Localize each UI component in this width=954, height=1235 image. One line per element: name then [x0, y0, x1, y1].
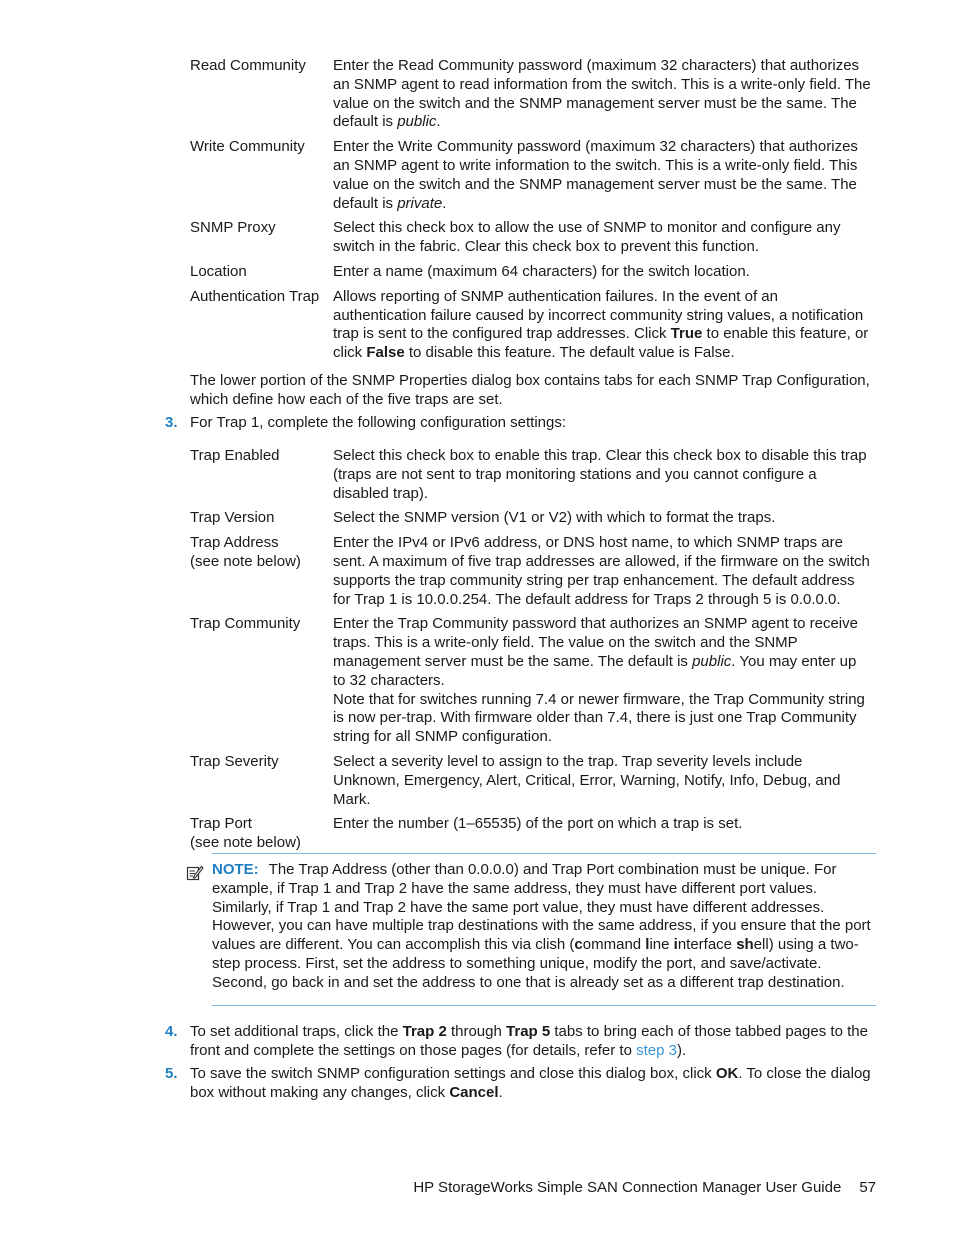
step-3-link[interactable]: step 3 [636, 1041, 677, 1059]
term: Trap Address (see note below) [190, 534, 301, 570]
term: Write Community [190, 138, 305, 156]
def-row-trap-community [190, 615, 880, 747]
term: Trap Severity [190, 752, 279, 770]
term: SNMP Proxy [190, 219, 276, 237]
definition: Select a severity level to assign to the trap. Trap severity levels include Unknown, Emergency, Alert, Critical, Error, Warning, Notify, Info, Debug, and Mark. [333, 752, 841, 808]
definition: Enter the Read Community password (maximum 32 characters) that authorizes an SNMP agent to read information from the switch. This is a write-only field. The value on the switch and the SNMP management server must be the same. The default is public. [333, 57, 871, 131]
definition: Select this check box to allow the use of SNMP to monitor and configure any switch in the fabric. Clear this check box to prevent this function. [333, 219, 841, 256]
def-row-trap-port [190, 815, 880, 853]
def-row-read-community [190, 57, 880, 132]
term: Trap Enabled [190, 447, 280, 464]
step-number: 5. [165, 1065, 178, 1082]
def-row-trap-address [190, 534, 880, 609]
definition: Select the SNMP version (V1 or V2) with which to format the traps. [333, 509, 776, 527]
snmp-properties-list [190, 57, 880, 369]
definition: Enter the Trap Community password that authorizes an SNMP agent to receive traps. This is a write-only field. The value on the switch and the SNMP management server must be the same. The default is public. You may enter up to 32 characters. Note that for switches running 7.4 or newer firmware, the Trap Community string is now per-trap. With firmware older than 7.4, there is just one Trap Community string for all SNMP configuration. [333, 615, 865, 746]
note-text: The Trap Address (other than 0.0.0.0) and Trap Port combination must be unique. For example, if Trap 1 and Trap 2 have the same address, they must have different port values. Similarly, if Trap 1 and Trap 2 have the same port value, they must have different addresses. However, you can have multiple trap destinations with the same address, if you ensure that the port values are different. You can accomplish this via clish (command line interface shell) using a two-step process. First, set the address to something unique, modify the port, and save/activate. Second, go back in and set the address to one that is already set as a different trap destination. [212, 861, 871, 991]
step-3 [165, 414, 880, 433]
definition: Enter the IPv4 or IPv6 address, or DNS host name, to which SNMP traps are sent. A maximum of five trap addresses are allowed, if the firmware on the switch supports the trap community string per trap enhancement. The default address for Trap 1 is 10.0.0.254. The default address for Traps 2 through 5 is 0.0.0.0. [333, 534, 870, 608]
def-row-write-community [190, 138, 880, 213]
lower-portion-paragraph: The lower portion of the SNMP Properties dialog box contains tabs for each SNMP Trap Configuration, which define how each of the five traps are set. [190, 372, 870, 408]
term: Authentication Trap [190, 287, 320, 305]
page-number: 57 [859, 1179, 876, 1196]
def-row-trap-version [190, 509, 880, 528]
step-text: To save the switch SNMP configuration settings and close this dialog box, click OK. To close the dialog box without making any changes, click Cancel. [190, 1065, 871, 1101]
step-number: 3. [165, 414, 178, 431]
term: Trap Community [190, 615, 301, 633]
term: Trap Port (see note below) [190, 815, 301, 852]
term: Read Community [190, 57, 306, 74]
step-4 [165, 1023, 880, 1061]
step-text: For Trap 1, complete the following configuration settings: [190, 414, 567, 431]
trap-settings-list [190, 447, 880, 859]
definition: Enter a name (maximum 64 characters) for the switch location. [333, 262, 750, 280]
def-row-location [190, 263, 880, 282]
step-5 [165, 1065, 880, 1103]
term: Location [190, 262, 247, 280]
def-row-trap-enabled [190, 447, 880, 503]
step-number: 4. [165, 1023, 178, 1040]
note-label: NOTE: [212, 861, 259, 878]
term: Trap Version [190, 509, 275, 527]
definition: Enter the Write Community password (maximum 32 characters) that authorizes an SNMP agent to write information to the switch. This is a write-only field. This value on the switch and the SNMP management server must be the same. The default is private. [333, 138, 858, 212]
def-row-trap-severity [190, 753, 880, 809]
definition: Select this check box to enable this trap. Clear this check box to disable this trap (traps are not sent to trap monitoring stations and you cannot configure a disabled trap). [333, 447, 867, 502]
note-icon [186, 864, 204, 882]
def-row-snmp-proxy [190, 219, 880, 257]
step-text: To set additional traps, click the Trap 2 through Trap 5 tabs to bring each of those tabbed pages to the front and complete the settings on those pages (for details, refer to step 3). [190, 1023, 868, 1059]
def-row-authentication-trap [190, 288, 880, 363]
footer-title: HP StorageWorks Simple SAN Connection Manager User Guide [413, 1179, 842, 1196]
definition: Allows reporting of SNMP authentication failures. In the event of an authentication failure caused by incorrect community string values, a notification trap is sent to the configured trap addresses. Click True to enable this feature, or click False to disable this feature. The default value is False. [333, 287, 869, 362]
page-footer [380, 1179, 876, 1198]
definition: Enter the number (1–65535) of the port on which a trap is set. [333, 815, 743, 833]
note-box [212, 853, 876, 1006]
